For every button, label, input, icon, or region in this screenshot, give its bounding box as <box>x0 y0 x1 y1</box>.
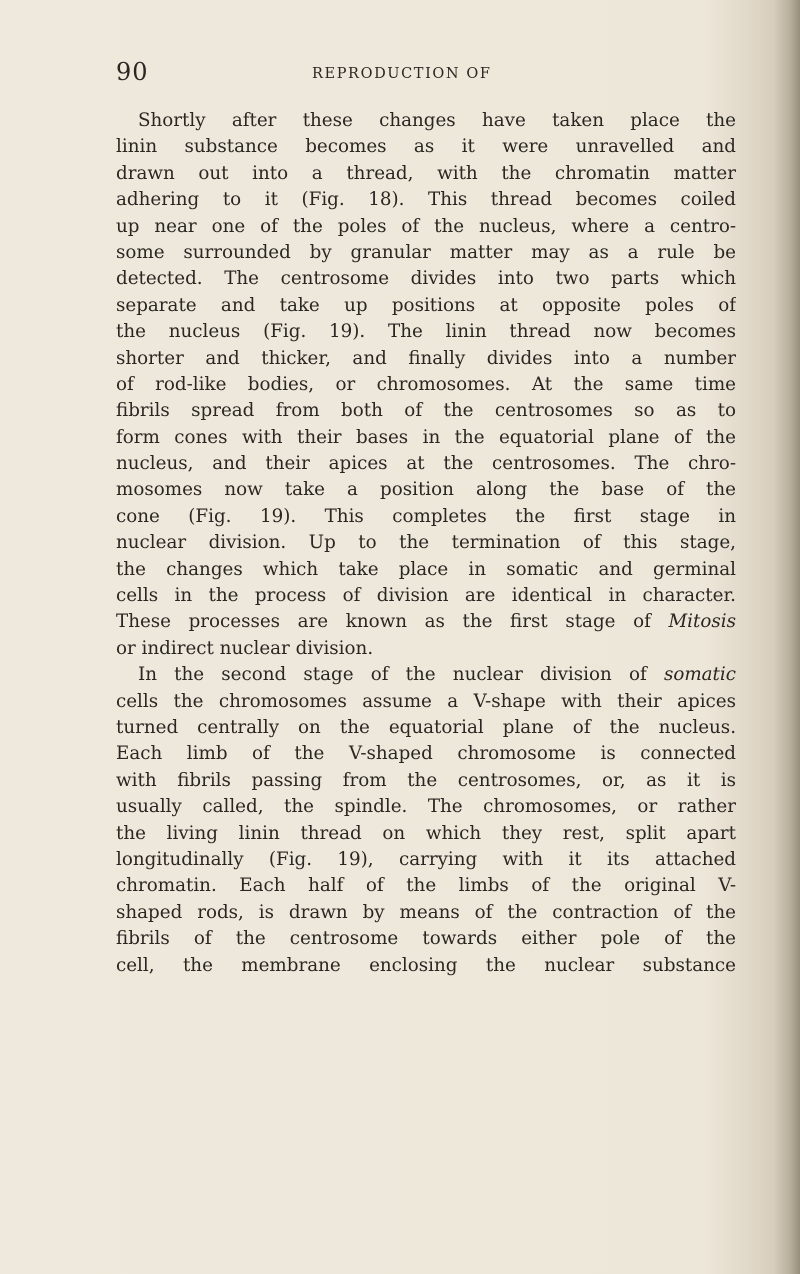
page-number: 90 <box>116 58 149 86</box>
text-run: These processes are known as the first stage of <box>116 611 669 633</box>
text-line: linin substance becomes as it were unravelled and <box>116 136 736 158</box>
text-line: some surrounded by granular matter may as a rule be <box>116 241 736 263</box>
text-line: the nucleus (Fig. 19). The linin thread now becomes <box>116 321 736 343</box>
text-line: cone (Fig. 19). This completes the first stage in <box>116 505 736 527</box>
text-line: form cones with their bases in the equatorial plane of the <box>116 426 736 448</box>
text-line: cells the chromosomes assume a V-shape with their apices <box>116 690 736 712</box>
text-line: cells in the process of division are identical in character. <box>116 585 736 607</box>
text-line: detected. The centrosome divides into two parts which <box>116 268 736 290</box>
text-line: up near one of the poles of the nucleus, where a centro- <box>116 215 736 237</box>
text-line: shorter and thicker, and finally divides into a number <box>116 347 736 369</box>
text-line: cell, the membrane enclosing the nuclear substance <box>116 954 736 976</box>
text-line: of rod-like bodies, or chromosomes. At the same time <box>116 373 736 395</box>
text-line: the changes which take place in somatic and germinal <box>116 558 736 580</box>
text-line: separate and take up positions at opposite poles of <box>116 294 736 316</box>
text-line-somatic <box>116 662 736 688</box>
running-head: REPRODUCTION OF <box>312 66 492 82</box>
text-line: the living linin thread on which they rest, split apart <box>116 822 736 844</box>
text-line: Each limb of the V-shaped chromosome is connected <box>116 743 736 765</box>
text-line: Shortly after these changes have taken place the <box>138 110 736 131</box>
text-line: with fibrils passing from the centrosomes, or, as it is <box>116 769 736 791</box>
text-line: mosomes now take a position along the base of the <box>116 479 736 501</box>
text-line: adhering to it (Fig. 18). This thread becomes coiled <box>116 189 736 211</box>
text-line: nuclear division. Up to the termination of this stage, <box>116 532 736 554</box>
text-line: chromatin. Each half of the limbs of the original V- <box>116 875 736 897</box>
text-line: usually called, the spindle. The chromosomes, or rather <box>116 796 736 818</box>
text-run: In the second stage of the nuclear division of <box>138 664 664 686</box>
text-line: fibrils spread from both of the centrosomes so as to <box>116 400 736 422</box>
text-line: fibrils of the centrosome towards either pole of the <box>116 928 736 950</box>
italic-term-somatic: somatic <box>663 664 736 686</box>
page-edge-shadow <box>774 0 800 1274</box>
text-line: drawn out into a thread, with the chromatin matter <box>116 162 736 184</box>
text-line: shaped rods, is drawn by means of the contraction of the <box>116 901 736 923</box>
body-text <box>116 108 736 979</box>
text-line: longitudinally (Fig. 19), carrying with it its attached <box>116 848 736 870</box>
text-line: turned centrally on the equatorial plane of the nucleus. <box>116 716 736 738</box>
text-line: or indirect nuclear division. <box>116 637 374 659</box>
text-line: nucleus, and their apices at the centrosomes. The chro- <box>116 453 736 475</box>
text-line-mitosis <box>116 609 736 635</box>
italic-term-mitosis: Mitosis <box>668 611 736 633</box>
